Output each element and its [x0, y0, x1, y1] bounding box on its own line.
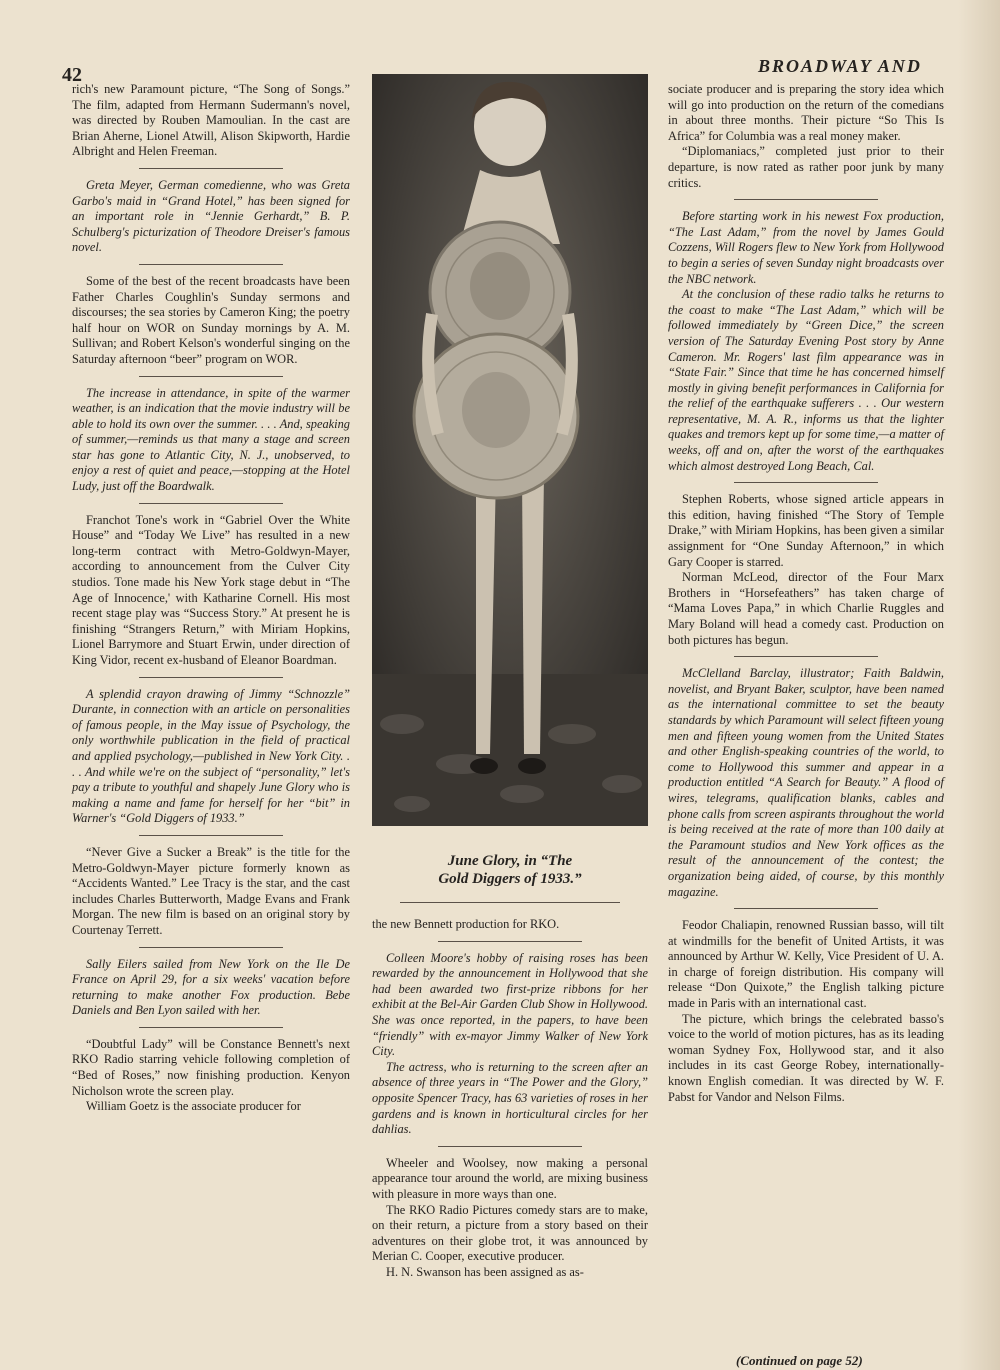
- item-separator: [734, 199, 878, 200]
- news-paragraph: A splendid crayon drawing of Jimmy “Schnozzle” Durante, in connection with an article on personalities of famous people, in the May issue of Psychology, the only worthwhile publication in the field of practical and applied psychology,—published in New York City. . . . And while we're on the subject of “personality,” let's pay a tribute to youthful and shapely June Glory who is making a name and fame for herself for her “bit” in Warner's “Gold Diggers of 1933.”: [72, 686, 350, 826]
- news-paragraph: Greta Meyer, German comedienne, who was Greta Garbo's maid in “Grand Hotel,” has been signed for an important role in “Jennie Gerhardt,” B. P. Schulberg's picturization of Theodore Dreiser's famous novel.: [72, 177, 350, 255]
- continued-note: (Continued on page 52): [736, 1353, 863, 1368]
- item-separator: [734, 908, 878, 909]
- news-paragraph: The increase in attendance, in spite of the warmer weather, is an indication that the movie industry will be able to hold its own over the summer. . . . And, speaking of summer,—reminds us that many a stage and screen star has gone to Atlantic City, N. J., unobserved, to enjoy a rest of quiet and peace,—stopping at the Hotel Ludy, just off the Boardwalk.: [72, 385, 350, 494]
- news-paragraph: The RKO Radio Pictures comedy stars are to make, on their return, a picture from a story based on their adventures on their globe trot, it was announced by Merian C. Cooper, executive producer.: [372, 1202, 648, 1264]
- item-separator: [734, 482, 878, 483]
- news-paragraph: “Doubtful Lady” will be Constance Bennett's next RKO Radio starring vehicle following completion of “Bed of Roses,” now finishing production. Kenyon Nicholson wrote the screen play.: [72, 1036, 350, 1098]
- item-separator: [734, 656, 878, 657]
- news-paragraph: rich's new Paramount picture, “The Song of Songs.” The film, adapted from Hermann Sudermann's novel, was directed by Rouben Mamoulian. In the cast are Brian Aherne, Lionel Atwill, Alison Skipworth, Hardie Albright and Helen Freeman.: [72, 82, 350, 159]
- item-separator: [139, 947, 284, 948]
- news-paragraph: Sally Eilers sailed from New York on the Ile De France on April 29, for a six weeks' vacation before returning to make another Fox production. Bebe Daniels and Ben Lyon sailed with her.: [72, 956, 350, 1018]
- news-paragraph: Some of the best of the recent broadcasts have been Father Charles Coughlin's Sunday sermons and discourses; the sea stories by Cameron King; the poetry half hour on WOR on Sunday mornings by A. M. Sullivan; and Robert Kelson's wonderful singing on the Saturday afternoon “beer” program on WOR.: [72, 273, 350, 366]
- news-paragraph: The actress, who is returning to the screen after an absence of three years in “The Power and the Glory,” opposite Spencer Tracy, has 63 varieties of roses in her gardens and is known in horticultural circles for her dahlias.: [372, 1059, 648, 1137]
- caption-rule: [400, 902, 620, 903]
- page-number: 42: [62, 64, 82, 86]
- item-separator: [139, 376, 284, 377]
- news-paragraph: The picture, which brings the celebrated basso's voice to the world of motion pictures, has as its leading woman Sydney Fox, Hollywood star, and it also includes in its cast George Robey, internationally-known English comedian. It was directed by W. F. Pabst for Vandor and Nelson Films.: [668, 1011, 944, 1104]
- item-separator: [139, 503, 284, 504]
- page-edge-shadow: [958, 0, 1000, 1370]
- news-paragraph: Before starting work in his newest Fox production, “The Last Adam,” from the novel by James Gould Cozzens, Will Rogers flew to New York from Hollywood to begin a series of seven Sunday night broadcasts over the NBC network.: [668, 209, 944, 286]
- item-separator: [139, 1027, 284, 1028]
- news-paragraph: Stephen Roberts, whose signed article appears in this edition, having finished “The Story of Temple Drake,” with Miriam Hopkins, has been given a similar assignment for “One Sunday Afternoon,” in which Gary Cooper is starred.: [668, 492, 944, 569]
- news-paragraph: Norman McLeod, director of the Four Marx Brothers in “Horsefeathers” has taken charge of “Mama Loves Papa,” in which Charlie Ruggles and Mary Boland will head a comedy cast. Production on both pictures has begun.: [668, 570, 944, 647]
- news-paragraph: At the conclusion of these radio talks he returns to the coast to make “The Last Adam,” which will be followed immediately by “Green Dice,” the screen version of The Saturday Evening Post story by Anne Cameron. Mr. Rogers' last film appearance was in “State Fair.” Since that time he has concerned himself mostly in giving benefit performances in California for the relief of the earthquake sufferers . . . Our western representative, M. A. R., informs us that the lighter quakes and tremors kept up for some time,—a matter of weeks, off and on, after the worst of the earthquakes which almost destroyed Long Beach, Cal.: [668, 287, 944, 473]
- item-separator: [438, 1146, 582, 1147]
- news-paragraph: “Diplomaniacs,” completed just prior to their departure, is now rated as rather poor junk by many critics.: [668, 144, 944, 190]
- column-right: [668, 82, 944, 1105]
- news-paragraph: the new Bennett production for RKO.: [372, 917, 560, 931]
- news-paragraph: William Goetz is the associate producer for: [86, 1099, 301, 1114]
- item-separator: [139, 677, 284, 678]
- column-left: [72, 82, 350, 1115]
- news-paragraph: Colleen Moore's hobby of raising roses has been rewarded by the announcement in Hollywood that she had been awarded two first-prize ribbons for her exhibit at the Bel-Air Garden Club Show in Hollywood. She was once reported, in the papers, to have been “friendly” with ex-mayor Jimmy Walker of New York City.: [372, 950, 648, 1059]
- item-separator: [139, 264, 284, 265]
- news-paragraph: “Never Give a Sucker a Break” is the title for the Metro-Goldwyn-Mayer picture formerly known as “Accidents Wanted.” Lee Tracy is the star, and the cast includes Charles Butterworth, Madge Evans and Frank Morgan. The new film is based on an original story by Courtenay Terrett.: [72, 844, 350, 937]
- portrait-illustration: [372, 74, 648, 826]
- news-paragraph: Feodor Chaliapin, renowned Russian basso, will tilt at windmills for the benefit of United Artists, it was announced by Arthur W. Kelly, Vice President of U. A. in charge of foreign distribution. His company will release “Don Quixote,” the English talking picture made in Paris with an international cast.: [668, 918, 944, 1011]
- news-paragraph: H. N. Swanson has been assigned as as-: [386, 1264, 584, 1279]
- item-separator: [139, 168, 284, 169]
- photo-caption: June Glory, in “The Gold Diggers of 1933.”: [438, 853, 582, 887]
- column-center: [372, 917, 648, 1280]
- photo-june-glory: [372, 74, 648, 826]
- news-paragraph: sociate producer and is preparing the story idea which will go into production on the return of the comedians in about three months. Their picture “So This Is Africa” for Columbia was a real money maker.: [668, 82, 944, 143]
- item-separator: [438, 941, 582, 942]
- news-paragraph: Wheeler and Woolsey, now making a personal appearance tour around the world, are mixing business with pleasure in more ways than one.: [372, 1155, 648, 1201]
- item-separator: [139, 835, 284, 836]
- running-head: BROADWAY AND: [758, 56, 922, 76]
- news-paragraph: McClelland Barclay, illustrator; Faith Baldwin, novelist, and Bryant Baker, sculptor, have been named as the international committee to set the beauty standards by which Paramount will select fifteen young men and fifteen young women from the United States and other English-speaking countries of the world, to come to Hollywood this summer and appear in a production entitled “A Search for Beauty.” A flood of wires, telegrams, qualification blanks, cables and phone calls from screen aspirants throughout the world is being received at the rate of more than 100 daily at the Paramount studios and New York offices as the result of the announcement of the contest; the organization being aided, of course, by this monthly magazine.: [668, 666, 944, 899]
- news-paragraph: Franchot Tone's work in “Gabriel Over the White House” and “Today We Live” has resulted in a new long-term contract with Metro-Goldwyn-Mayer, according to announcement from the Culver City studios. Tone made his New York stage debut in “The Age of Innocence,' with Katharine Cornell. His most recent stage play was “Success Story.” At present he is finishing “Strangers Return,” with Miriam Hopkins, Lionel Barrymore and Stuart Erwin, under direction of King Vidor, recent ex-husband of Eleanor Boardman.: [72, 512, 350, 667]
